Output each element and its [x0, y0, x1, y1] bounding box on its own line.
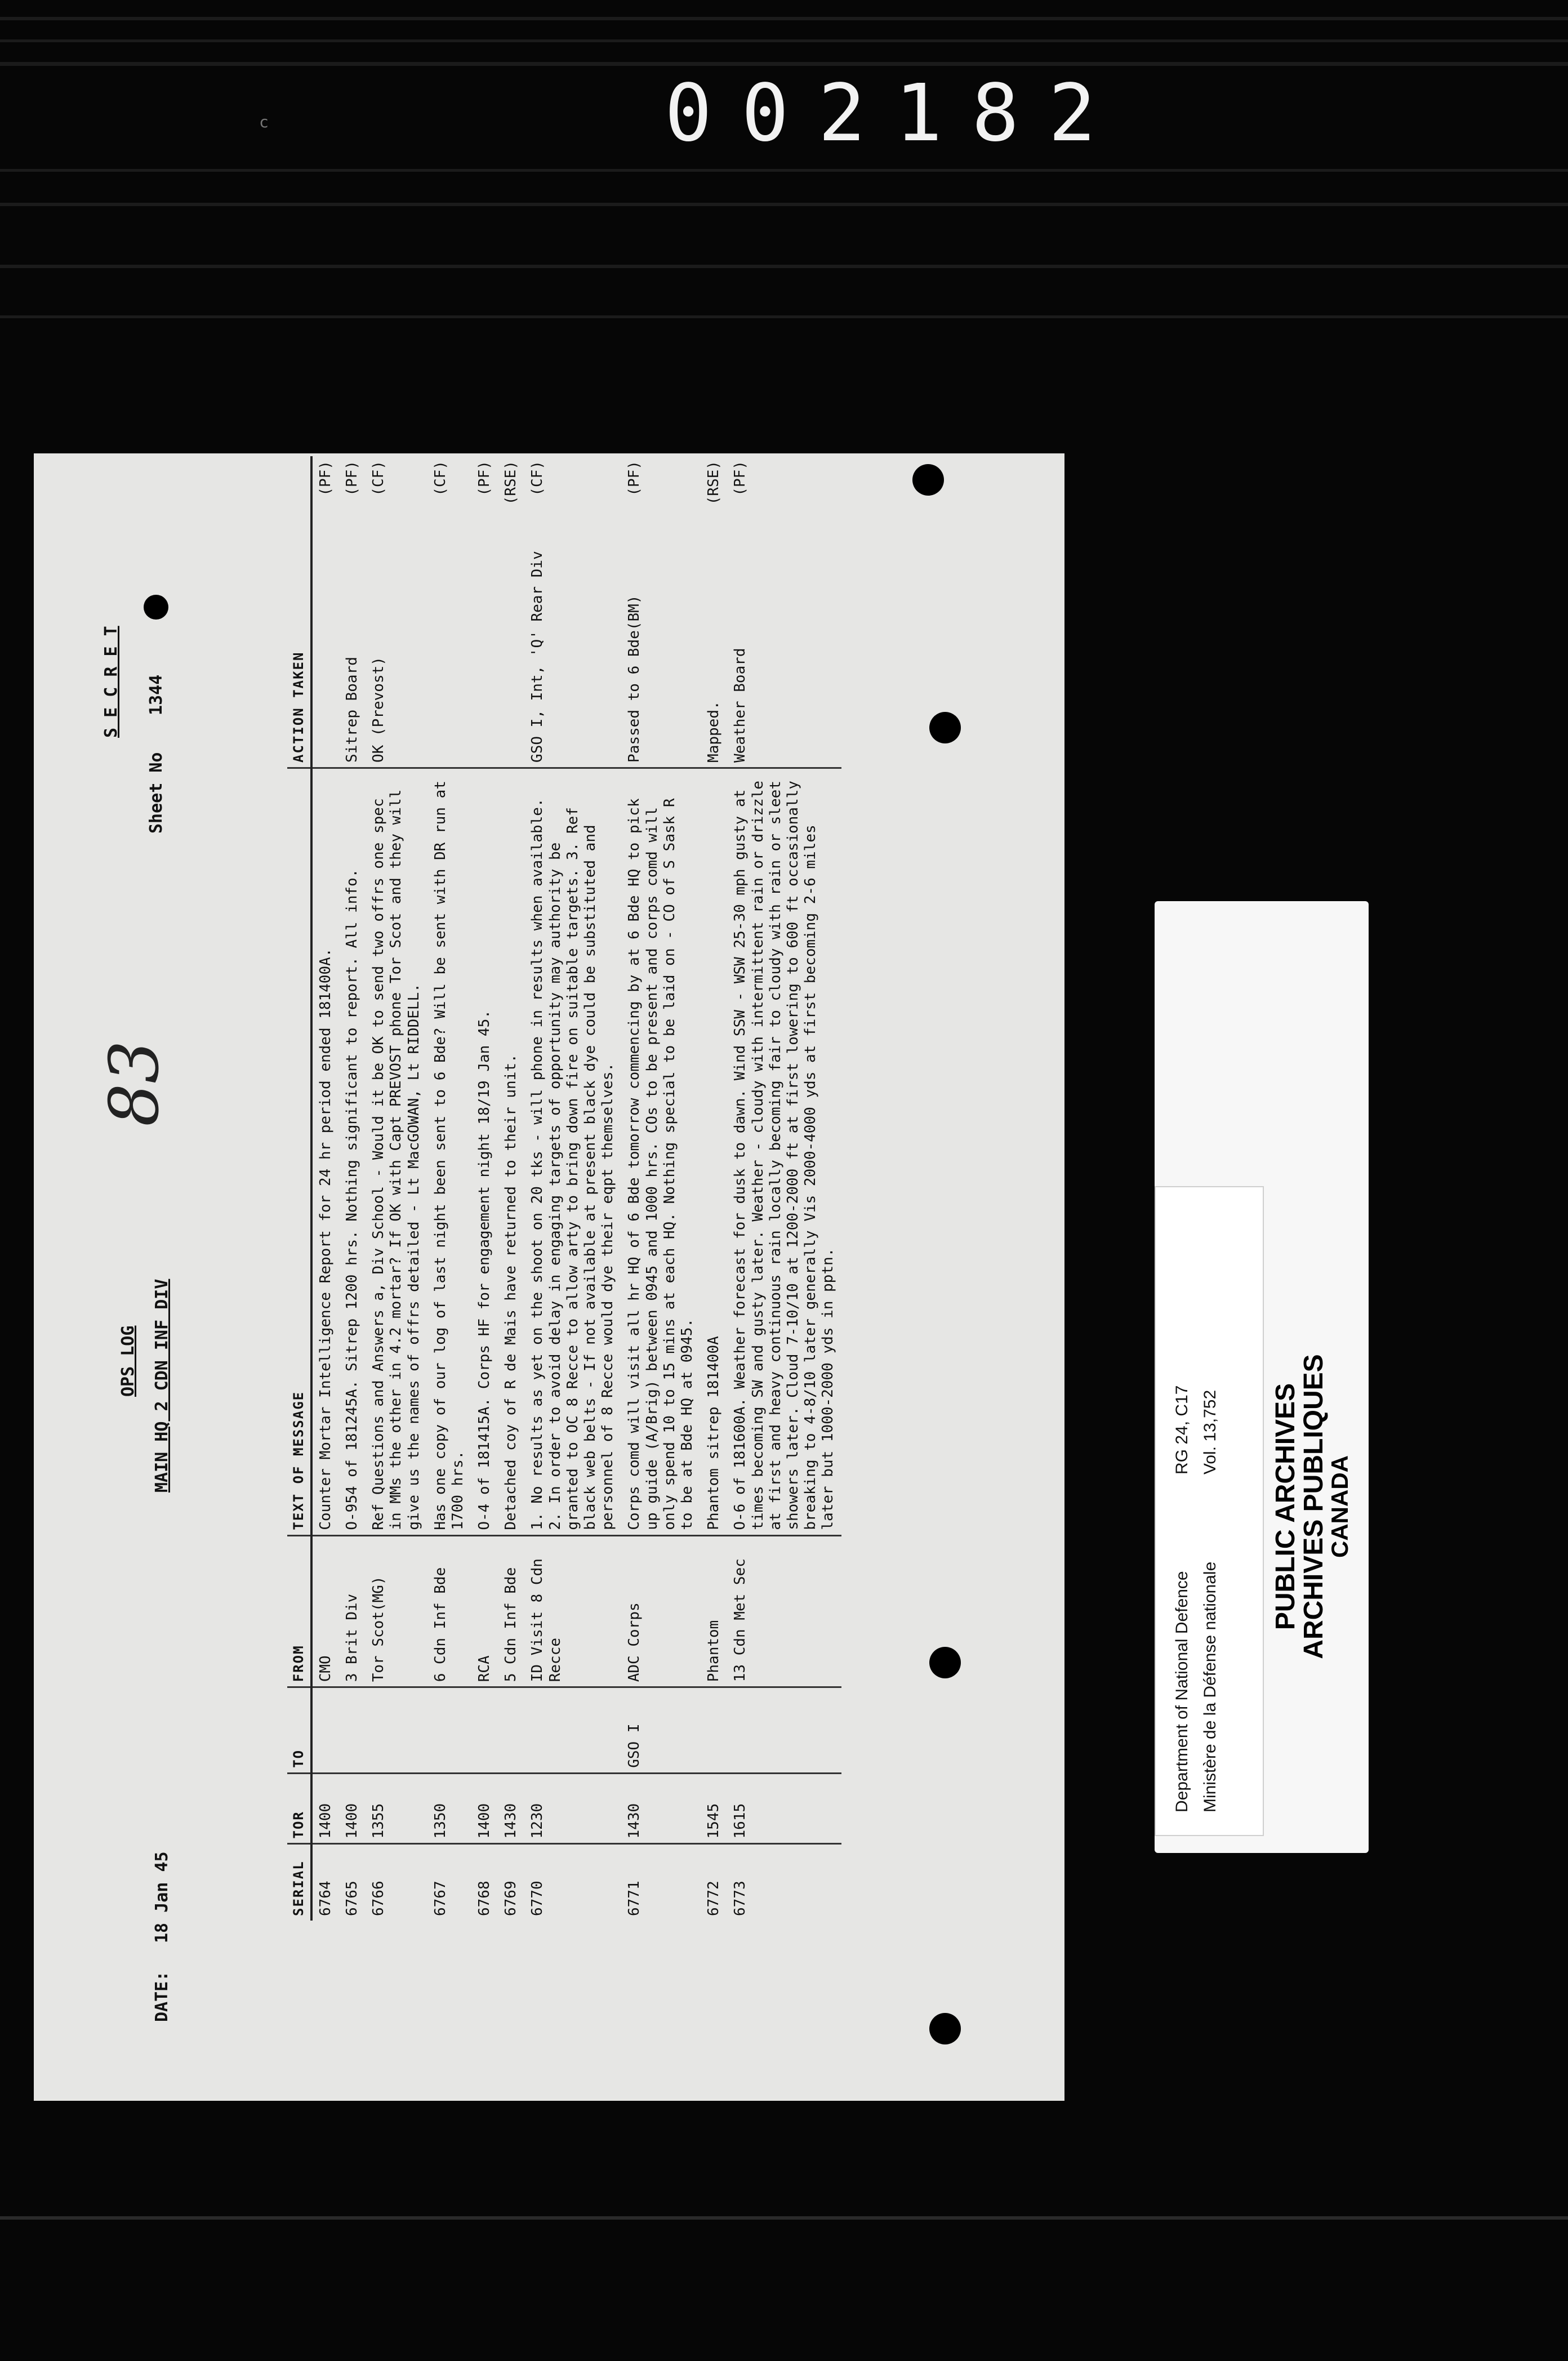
serial-cell: 6768: [476, 1881, 493, 1916]
record-group: RG 24, C17: [1173, 1385, 1191, 1474]
message-cell: Counter Mortar Intelligence Report for 24 hr period ended 181400A.: [311, 768, 339, 1535]
to-cell: [366, 1687, 427, 1774]
sheet-label: Sheet No: [146, 752, 166, 834]
message-log-table: [287, 456, 841, 1921]
message-cell: 1. No results as yet on the shoot on 20 tks - will phone in results when available. 2. In order to avoid delay in engaging targets of opportunity may authority be granted to OC 8 Recce to allow arty to bring down fire on suitable targets. 3. Ref black web belts - If not available at present black dye could be substituted and personnel of 8 Recce would dye their eqpt themselves.: [524, 768, 621, 1535]
frame-number: 002182: [665, 68, 1125, 159]
to-cell: [727, 1687, 841, 1774]
table-row: [366, 456, 427, 1921]
action-cell: [701, 456, 727, 768]
action-text: OK (Prevost): [370, 657, 387, 763]
film-scanline: [0, 39, 1568, 42]
action-text: GSO I, Int, 'Q' Rear Div: [529, 551, 546, 763]
from-cell: RCA: [471, 1535, 498, 1687]
tor-cell: 1430: [498, 1773, 524, 1844]
to-cell: [498, 1687, 524, 1774]
action-cell: [621, 456, 701, 768]
action-cell: [727, 456, 841, 768]
message-cell: O-954 of 181245A. Sitrep 1200 hrs. Nothing significant to report. All info.: [339, 768, 366, 1535]
archives-title-fr: ARCHIVES PUBLIQUES: [1299, 1354, 1329, 1659]
action-code: (CF): [370, 461, 387, 496]
ops-log-sheet: [34, 453, 1064, 2101]
message-cell: O-4 of 181415A. Corps HF for engagement night 18/19 Jan 45.: [471, 768, 498, 1535]
from-cell: ID Visit 8 Cdn Recce: [524, 1535, 621, 1687]
message-cell: Phantom sitrep 181400A: [701, 768, 727, 1535]
col-from: FROM: [287, 1535, 311, 1687]
punch-hole: [912, 464, 944, 496]
handwritten-signature: 83: [96, 1040, 174, 1126]
serial-cell: 6771: [626, 1881, 643, 1916]
col-action: ACTION TAKEN: [287, 456, 311, 768]
action-cell: [339, 456, 366, 768]
action-cell: [471, 456, 498, 768]
tor-cell: 1230: [524, 1773, 621, 1844]
action-cell: [427, 456, 471, 768]
col-text: TEXT OF MESSAGE: [287, 768, 311, 1535]
serial-cell: 6773: [732, 1881, 749, 1916]
archives-country: CANADA: [1326, 1455, 1353, 1558]
log-title: OPS LOG: [118, 1325, 138, 1397]
film-scanline: [0, 203, 1568, 206]
action-text: Weather Board: [732, 648, 749, 763]
unit-name: MAIN HQ 2 CDN INF DIV: [152, 1278, 172, 1493]
from-cell: 5 Cdn Inf Bde: [498, 1535, 524, 1687]
action-cell: [498, 456, 524, 768]
film-scanline: [0, 315, 1568, 318]
action-code: (CF): [529, 461, 546, 496]
department-en: Department of National Defence: [1173, 1571, 1191, 1812]
tor-cell: 1400: [471, 1773, 498, 1844]
action-code: (RSE): [705, 461, 723, 505]
tor-cell: 1400: [339, 1773, 366, 1844]
punch-hole: [929, 712, 961, 743]
to-cell: [701, 1687, 727, 1774]
film-scanline: [0, 62, 1568, 66]
message-cell: Ref Questions and Answers a, Div School - Would it be OK to send two offrs one spec in MMs the other in 4.2 mortar? If OK with Capt PREVOST phone Tor Scot and they will give us the names of offrs detailed - Lt MacGOWAN, Lt RIDDELL.: [366, 768, 427, 1535]
archives-title-en: PUBLIC ARCHIVES: [1271, 1383, 1300, 1631]
col-to: TO: [287, 1687, 311, 1774]
sheet-number: 1344: [146, 674, 166, 715]
table-row: [701, 456, 727, 1921]
tor-cell: 1350: [427, 1773, 471, 1844]
table-row: [471, 456, 498, 1921]
from-cell: ADC Corps: [621, 1535, 701, 1687]
table-row: [339, 456, 366, 1921]
action-code: (PF): [343, 461, 360, 496]
to-cell: [311, 1687, 339, 1774]
action-cell: [524, 456, 621, 768]
volume-number: Vol. 13,752: [1201, 1389, 1219, 1474]
table-row: [498, 456, 524, 1921]
serial-cell: 6767: [431, 1881, 449, 1916]
serial-cell: 6766: [370, 1881, 387, 1916]
col-serial: SERIAL: [287, 1844, 311, 1921]
film-scanline: [0, 17, 1568, 20]
table-row: [621, 456, 701, 1921]
action-code: (PF): [626, 461, 643, 496]
serial-cell: 6765: [343, 1881, 360, 1916]
date-value: 18 Jan 45: [152, 1851, 172, 1943]
action-text: Passed to 6 Bde(BM): [626, 595, 643, 763]
message-cell: O-6 of 181600A. Weather forecast for dusk to dawn. Wind SSW - WSW 25-30 mph gusty at times becoming SW and gusty later. Weather - cloudy with intermittent rain or drizzle at first and heavy continuous rain locally becoming fair to cloudy with rain or sleet showers later. Cloud 7-10/10 at 1200-2000 ft at first lowering to 600 ft occasionally breaking to 4-8/10 later generally Vis 2000-4000 yds at first becoming 2-6 miles later but 1000-2000 yds in pptn.: [727, 768, 841, 1535]
punch-hole: [144, 595, 168, 620]
from-cell: Tor Scot(MG): [366, 1535, 427, 1687]
table-header-row: [287, 456, 311, 1921]
from-cell: CMO: [311, 1535, 339, 1687]
action-text: Sitrep Board: [343, 657, 360, 763]
table-row: [727, 456, 841, 1921]
action-cell: [366, 456, 427, 768]
col-tor: TOR: [287, 1773, 311, 1844]
tor-cell: 1400: [311, 1773, 339, 1844]
classification: S E C R E T: [101, 626, 121, 738]
from-cell: 6 Cdn Inf Bde: [427, 1535, 471, 1687]
to-cell: [427, 1687, 471, 1774]
table-row: [311, 456, 339, 1921]
tor-cell: 1355: [366, 1773, 427, 1844]
to-cell: [471, 1687, 498, 1774]
action-code: (PF): [317, 461, 334, 496]
film-scanline: [0, 265, 1568, 268]
serial-cell: 6772: [705, 1881, 723, 1916]
message-cell: Detached coy of R de Mais have returned to their unit.: [498, 768, 524, 1535]
action-code: (PF): [476, 461, 493, 496]
film-speck: c: [259, 113, 269, 131]
table-row: [524, 456, 621, 1921]
ops-log-page: [34, 453, 1064, 2101]
to-cell: [339, 1687, 366, 1774]
tor-cell: 1430: [621, 1773, 701, 1844]
film-scanline: [0, 169, 1568, 172]
to-cell: [524, 1687, 621, 1774]
tor-cell: 1615: [727, 1773, 841, 1844]
action-code: (RSE): [502, 461, 520, 505]
film-scanline: [0, 2216, 1568, 2220]
from-cell: Phantom: [701, 1535, 727, 1687]
message-cell: Corps comd will visit all hr HQ of 6 Bde tomorrow commencing by at 6 Bde HQ to pick up guide (A/Brig) between 0945 and 1000 hrs. COs to be present and corps comd will only spend 10 to 15 mins at each HQ. Nothing special to be laid on - CO of S Sask R to be at Bde HQ at 0945.: [621, 768, 701, 1535]
serial-cell: 6769: [502, 1881, 520, 1916]
table-row: [427, 456, 471, 1921]
serial-cell: 6770: [529, 1881, 546, 1916]
department-fr: Ministère de la Défense nationale: [1201, 1561, 1219, 1812]
to-cell: GSO I: [621, 1687, 701, 1774]
serial-cell: 6764: [317, 1881, 334, 1916]
action-text: Mapped.: [705, 701, 723, 763]
action-cell: [311, 456, 339, 768]
punch-hole: [929, 1647, 961, 1678]
department-box: [1155, 1186, 1264, 1836]
from-cell: 3 Brit Div: [339, 1535, 366, 1687]
date-label: DATE:: [152, 1971, 172, 2022]
action-code: (CF): [431, 461, 449, 496]
punch-hole: [929, 2013, 961, 2044]
action-code: (PF): [732, 461, 749, 496]
message-cell: Has one copy of our log of last night been sent to 6 Bde? Will be sent with DR run at 1700 hrs.: [427, 768, 471, 1535]
archive-label-content: [1155, 901, 1369, 1853]
archive-label-card: [1155, 901, 1369, 1853]
tor-cell: 1545: [701, 1773, 727, 1844]
from-cell: 13 Cdn Met Sec: [727, 1535, 841, 1687]
